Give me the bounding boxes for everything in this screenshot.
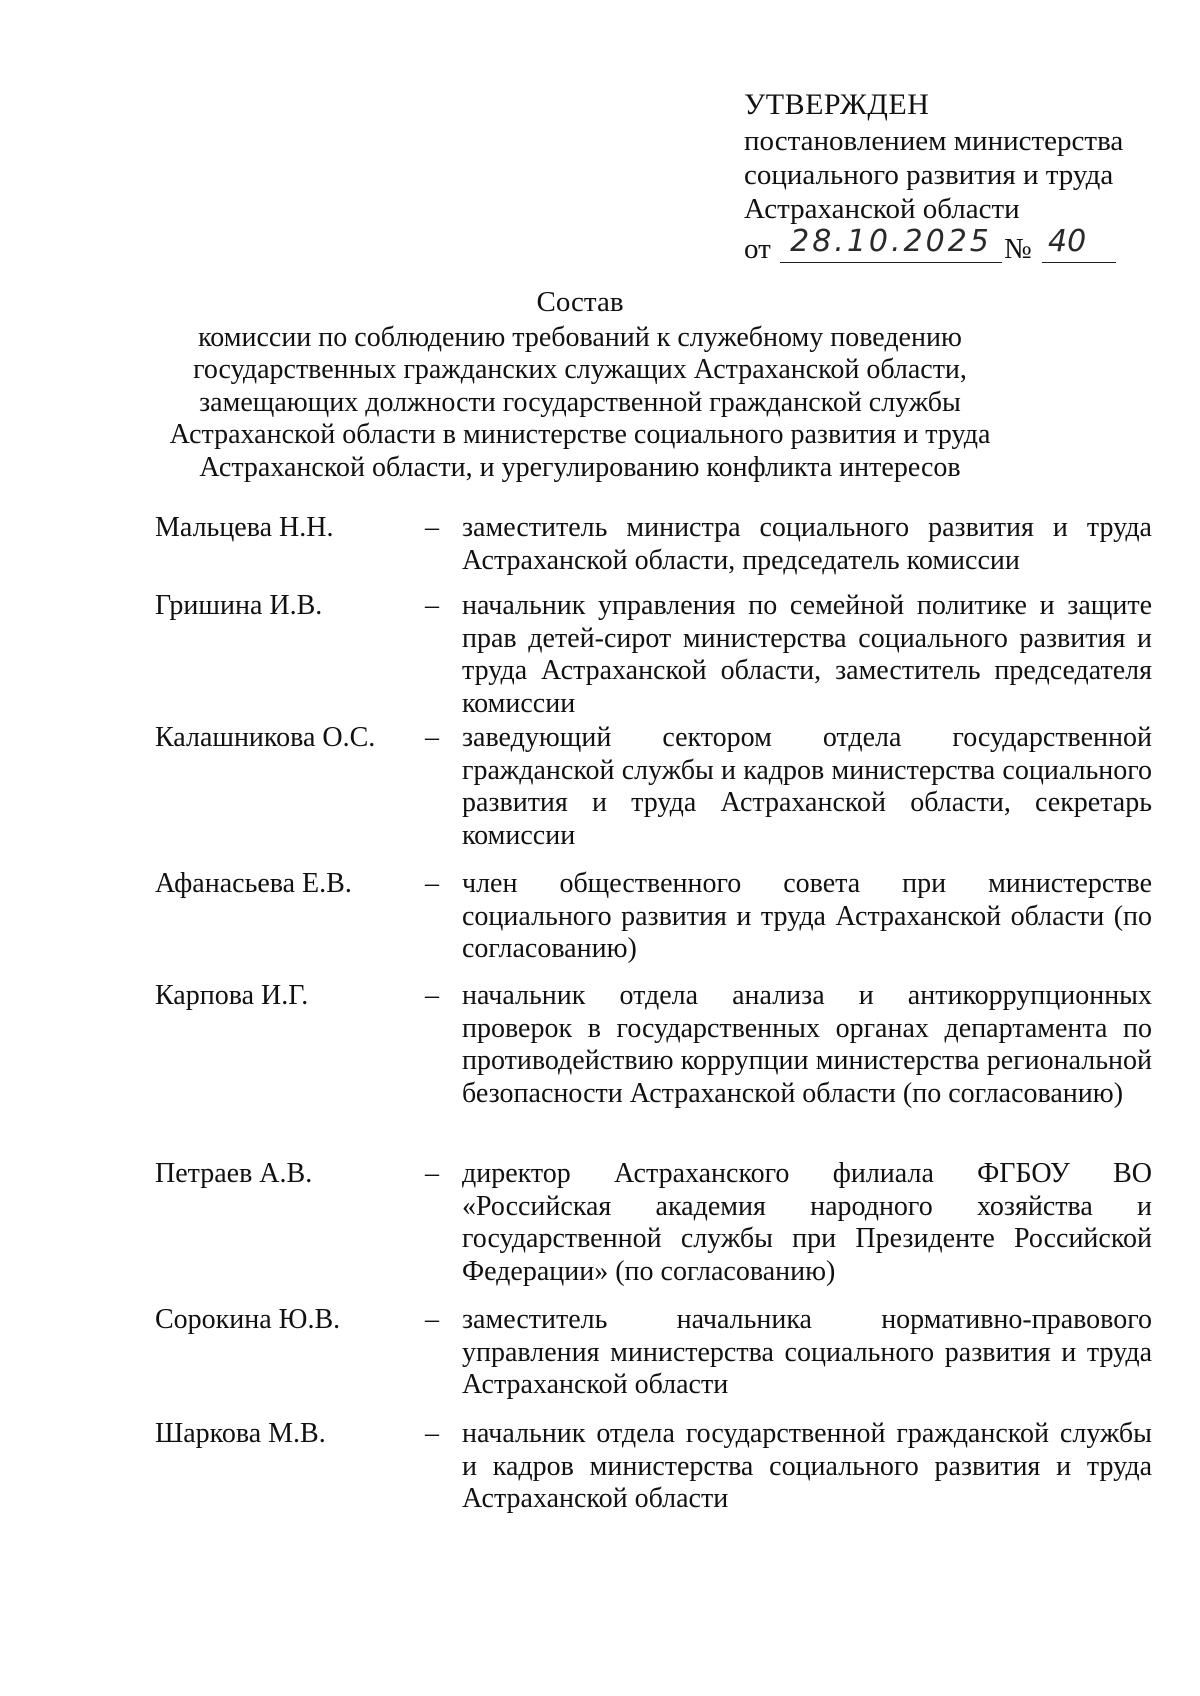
member-role: директор Астраханского филиала ФГБОУ ВО «Российская академия народного хозяйства и государственной службы при Президенте Российской Федерации» (по согласованию) [462, 1158, 1152, 1287]
member-dash: – [425, 722, 439, 753]
handwritten-date: 28.10.2025 [780, 222, 1002, 263]
approval-block [744, 88, 1164, 270]
date-prefix: от [744, 233, 771, 265]
member-name: Афанасьева Е.В. [155, 868, 352, 899]
member-name: Гришина И.В. [155, 590, 323, 621]
approval-date-line [744, 224, 1164, 270]
member-role: заместитель министра социального развития и труда Астраханской области, председатель комиссии [462, 512, 1152, 576]
approval-line: социального развития и труда [744, 159, 1114, 191]
title-line: государственных гражданских служащих Астраханской области, [193, 354, 967, 385]
document-title [130, 286, 1030, 484]
member-name: Сорокина Ю.В. [155, 1304, 341, 1335]
approval-line: Астраханской области [744, 193, 1020, 225]
member-role: член общественного совета при министерстве социального развития и труда Астраханской области (по согласованию) [462, 868, 1152, 964]
member-dash: – [425, 1418, 439, 1449]
member-role: начальник отдела государственной гражданской службы и кадров министерства социального развития и труда Астраханской области [462, 1418, 1152, 1514]
handwritten-number: 40 [1042, 222, 1116, 263]
title-line: Астраханской области в министерстве социального развития и труда [169, 419, 991, 450]
member-name: Карпова И.Г. [155, 980, 309, 1011]
member-dash: – [425, 980, 439, 1011]
number-prefix: № [1004, 233, 1032, 265]
member-name: Шаркова М.В. [155, 1418, 326, 1449]
member-dash: – [425, 1304, 439, 1335]
approval-title: УТВЕРЖДЕН [744, 88, 930, 121]
title-heading: Состав [536, 286, 624, 318]
member-name: Калашникова О.С. [155, 722, 376, 753]
member-name: Петраев А.В. [155, 1158, 313, 1189]
member-dash: – [425, 868, 439, 899]
title-line: Астраханской области, и урегулированию конфликта интересов [199, 451, 961, 483]
member-name: Мальцева Н.Н. [155, 512, 334, 543]
member-role: начальник управления по семейной политике и защите прав детей-сирот министерства социального развития и труда Астраханской области, заместитель председателя комиссии [462, 590, 1152, 719]
approval-line: постановлением министерства [744, 125, 1124, 157]
member-dash: – [425, 512, 439, 543]
member-role: заместитель начальника нормативно-правового управления министерства социального развития и труда Астраханской области [462, 1304, 1152, 1400]
member-role: заведующий сектором отдела государственной гражданской службы и кадров министерства социального развития и труда Астраханской области, секретарь комиссии [462, 722, 1152, 851]
title-line: замещающих должности государственной гражданской службы [199, 386, 961, 418]
title-line: комиссии по соблюдению требований к служебному поведению [198, 321, 962, 353]
member-dash: – [425, 1158, 439, 1189]
member-dash: – [425, 590, 439, 621]
member-role: начальник отдела анализа и антикоррупционных проверок в государственных органах департамента по противодействию коррупции министерства региональной безопасности Астраханской области (по согласованию) [462, 980, 1152, 1109]
